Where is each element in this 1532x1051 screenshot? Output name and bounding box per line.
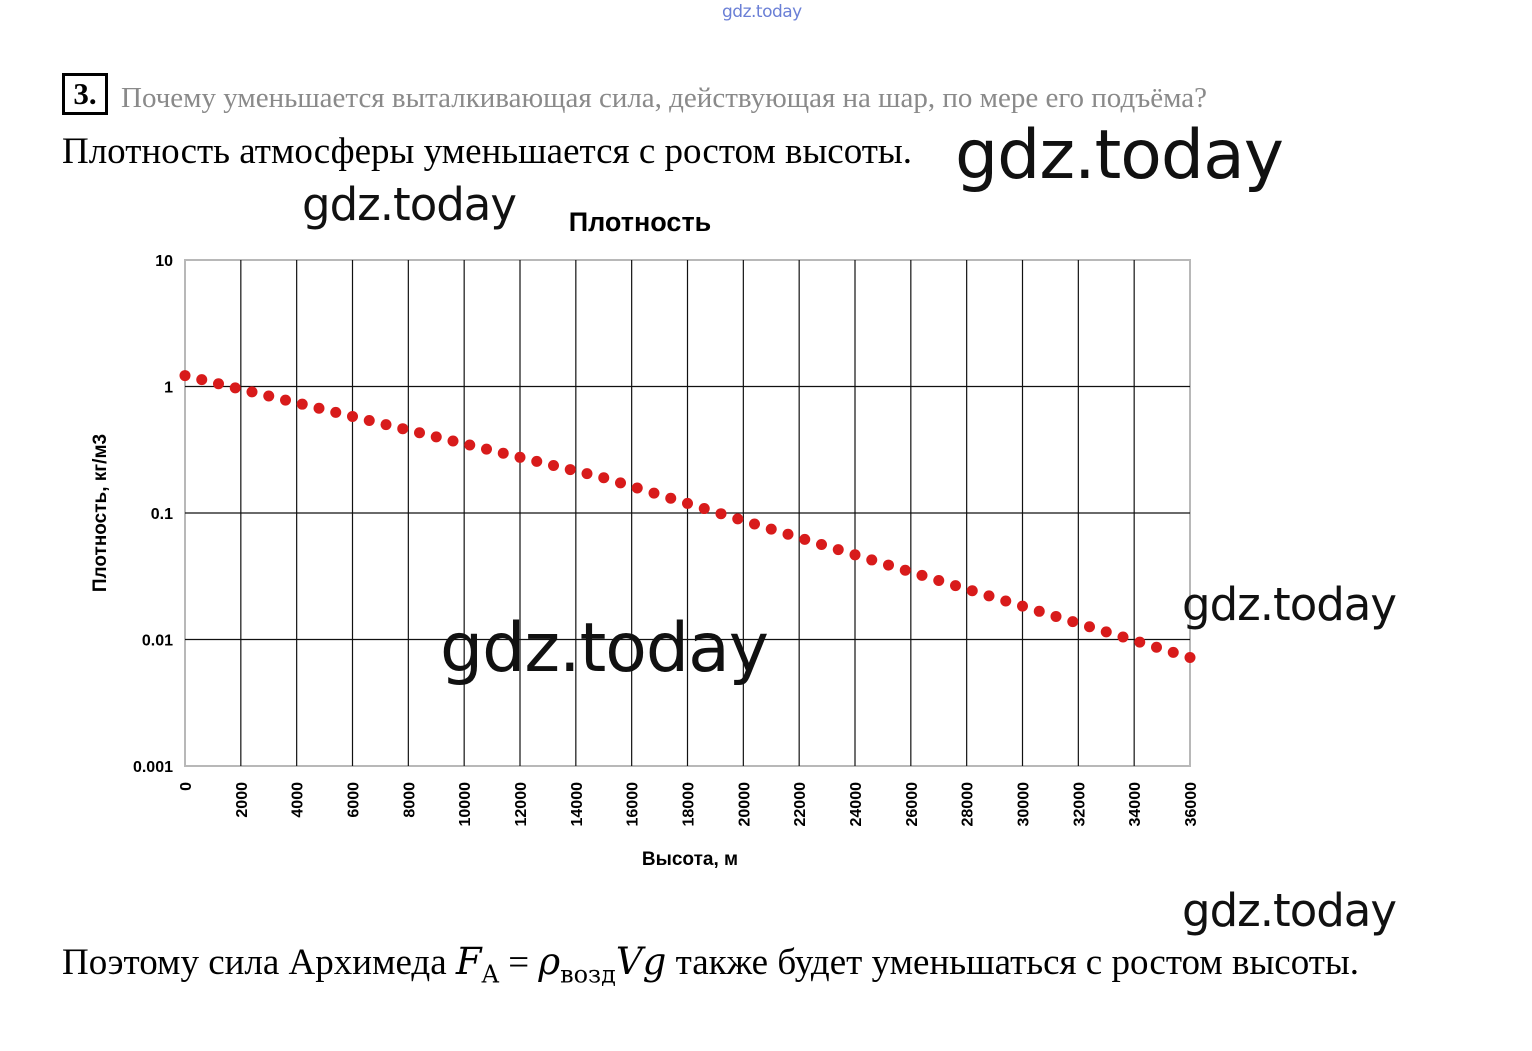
data-point <box>598 472 609 483</box>
x-axis-label: Высота, м <box>641 849 739 870</box>
data-point <box>766 524 777 535</box>
formula-f <box>455 940 499 989</box>
data-point <box>850 549 861 560</box>
data-point <box>464 440 475 451</box>
x-tick-label: 30000 <box>1015 782 1033 827</box>
y-tick-label: 1 <box>164 379 173 397</box>
x-tick-label: 14000 <box>568 782 586 827</box>
data-point <box>1017 601 1028 612</box>
formula-f-sub: A <box>481 960 499 989</box>
x-tick-label: 0 <box>178 782 195 791</box>
data-point <box>381 419 392 430</box>
data-point <box>297 399 308 410</box>
y-tick-label: 0.001 <box>132 759 173 776</box>
x-tick-label: 24000 <box>848 782 865 827</box>
watermark-top: gdz.today <box>722 2 802 22</box>
data-point <box>649 488 660 499</box>
data-point <box>732 513 743 524</box>
y-tick-label: 0.1 <box>150 506 173 523</box>
data-point <box>632 483 643 494</box>
data-point <box>515 452 526 463</box>
watermark-5: gdz.today <box>1182 884 1397 937</box>
x-tick-label: 20000 <box>736 782 754 827</box>
x-tick-label: 22000 <box>792 782 810 827</box>
x-tick-label: 32000 <box>1071 782 1089 827</box>
x-tick-label: 8000 <box>401 782 419 818</box>
data-point <box>397 423 408 434</box>
data-point <box>531 456 542 467</box>
data-point <box>967 585 978 596</box>
data-point <box>833 544 844 555</box>
data-point <box>665 493 676 504</box>
data-point <box>917 570 928 581</box>
data-point <box>1118 631 1129 642</box>
watermark-1: gdz.today <box>955 116 1283 195</box>
answer-line-2-suffix: также будет уменьшаться с ростом высоты. <box>666 942 1360 983</box>
data-point <box>180 370 191 381</box>
data-point <box>900 565 911 576</box>
question-number: 3. <box>62 73 108 115</box>
chart-title: Плотность <box>568 207 712 237</box>
watermark-2: gdz.today <box>302 178 517 231</box>
formula-rho-sub: возд <box>560 960 616 989</box>
data-point <box>498 448 509 459</box>
data-point <box>247 386 258 397</box>
x-tick-label: 16000 <box>624 782 642 827</box>
question-text: Почему уменьшается выталкивающая сила, действующая на шар, по мере его подъёма? <box>121 82 1207 114</box>
data-point <box>866 554 877 565</box>
data-point <box>230 382 241 393</box>
data-point <box>1000 596 1011 607</box>
data-point <box>481 444 492 455</box>
data-point <box>1134 637 1145 648</box>
data-point <box>783 529 794 540</box>
x-tick-label: 2000 <box>233 782 251 818</box>
y-tick-label: 0.01 <box>141 632 173 650</box>
chart-grid <box>185 260 1190 766</box>
data-point <box>431 431 442 442</box>
x-tick-label: 4000 <box>289 782 307 818</box>
watermark-3: gdz.today <box>1182 578 1397 631</box>
data-point <box>816 539 827 550</box>
data-point <box>414 427 425 438</box>
data-point <box>615 477 626 488</box>
data-point <box>950 580 961 591</box>
data-point <box>448 435 459 446</box>
data-point <box>1084 621 1095 632</box>
watermark-4: gdz.today <box>440 609 768 688</box>
data-point <box>883 560 894 571</box>
data-point <box>1101 626 1112 637</box>
x-tick-label: 34000 <box>1127 782 1145 827</box>
data-point <box>1067 616 1078 627</box>
x-tick-label: 6000 <box>345 782 363 818</box>
data-point <box>682 498 693 509</box>
y-axis-label: Плотность, кг/м3 <box>90 433 111 593</box>
data-point <box>280 395 291 406</box>
answer-line-1: Плотность атмосферы уменьшается с ростом высоты. <box>62 131 913 172</box>
data-point <box>984 590 995 601</box>
data-point <box>1185 652 1196 663</box>
formula-rho <box>538 940 616 989</box>
x-tick-label: 26000 <box>903 782 921 827</box>
data-point <box>799 534 810 545</box>
formula-vg: Vg <box>615 940 667 983</box>
x-tick-label: 28000 <box>959 782 977 827</box>
data-point <box>716 508 727 519</box>
formula-f-letter: F <box>455 940 482 983</box>
x-tick-label: 36000 <box>1183 782 1200 827</box>
density-chart <box>80 195 1240 885</box>
data-point <box>1168 647 1179 658</box>
data-point <box>330 407 341 418</box>
data-point <box>314 403 325 414</box>
data-point <box>347 411 358 422</box>
formula-rho-letter: ρ <box>538 940 561 983</box>
data-point <box>582 468 593 479</box>
y-tick-label: 10 <box>155 253 173 270</box>
x-tick-label: 12000 <box>513 782 530 827</box>
x-tick-label: 18000 <box>680 782 698 827</box>
data-point <box>263 391 274 402</box>
answer-line-2-prefix: Поэтому сила Архимеда <box>62 942 456 983</box>
data-point <box>1034 606 1045 617</box>
data-point <box>1151 642 1162 653</box>
data-point <box>364 415 375 426</box>
data-point <box>933 575 944 586</box>
data-point <box>749 518 760 529</box>
answer-line-2 <box>62 940 1359 988</box>
data-point <box>565 464 576 475</box>
data-point <box>196 374 207 385</box>
formula-eq: = <box>498 942 539 983</box>
data-point <box>699 503 710 514</box>
data-point <box>213 378 224 389</box>
x-tick-label: 10000 <box>457 782 475 827</box>
data-point <box>1051 611 1062 622</box>
data-point <box>548 460 559 471</box>
